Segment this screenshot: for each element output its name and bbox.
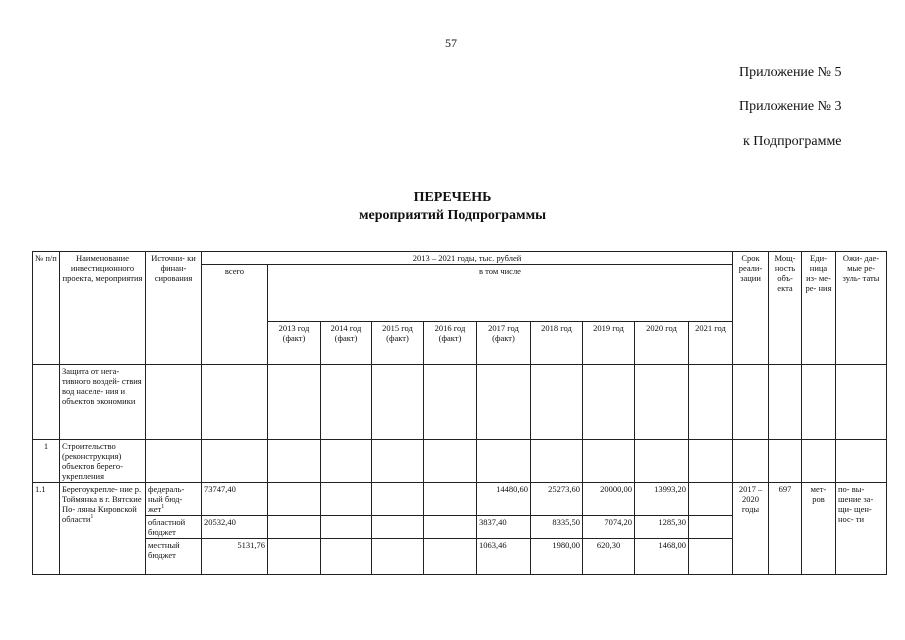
item-row-federal (33, 483, 887, 516)
group-name: Строительство (реконструкция) объектов берего- укрепления (60, 440, 146, 483)
local-total: 5131,76 (202, 539, 268, 575)
appendix-line-2: Приложение № 3 (739, 99, 842, 114)
regional-2020: 1285,30 (635, 516, 689, 539)
appendix-line-3: к Подпрограмме (743, 134, 842, 149)
header-name: Наименование инвестиционного проекта, мероприятия (60, 252, 146, 365)
source-federal-footnote: 1 (161, 504, 165, 511)
header-unit: Еди- ница из- ме- ре- ния (802, 252, 836, 365)
regional-2019: 7074,20 (583, 516, 635, 539)
header-year-2020: 2020 год (635, 322, 689, 365)
source-federal: федераль- ный бюд- жет$^1$ (146, 483, 202, 516)
source-regional: областной бюджет (146, 516, 202, 539)
item-expected: по- вы- шение за- щи- щен- нос- ти (836, 483, 887, 575)
item-name: Берегоукрепле- ние р. Тоймянка в г. Вятские По- ляны Кировской области$^1$ (60, 483, 146, 575)
item-capacity: 697 (769, 483, 802, 575)
header-year-2014: 2014 год (факт) (321, 322, 372, 365)
item-name-footnote: 1 (90, 514, 94, 521)
header-year-2017: 2017 год (факт) (477, 322, 531, 365)
federal-2019: 20000,00 (583, 483, 635, 516)
local-2017: 1063,46 (477, 539, 531, 575)
regional-2018: 8335,50 (531, 516, 583, 539)
header-year-2013: 2013 год (факт) (268, 322, 321, 365)
local-2019: 620,30 (583, 539, 635, 575)
section-row (33, 365, 887, 440)
federal-2017: 14480,60 (477, 483, 531, 516)
section-name: Защита от нега- тивного воздей- ствия вод населе- ния и объектов экономики (60, 365, 146, 440)
header-period-group: 2013 – 2021 годы, тыс. рублей (202, 252, 733, 265)
header-capacity: Мощ- ность объ- екта (769, 252, 802, 365)
federal-total: 73747,40 (202, 483, 268, 516)
header-year-2021: 2021 год (689, 322, 733, 365)
measures-table (32, 251, 887, 575)
header-expected: Ожи- дае- мые ре- зуль- таты (836, 252, 887, 365)
federal-2018: 25273,60 (531, 483, 583, 516)
header-year-2019: 2019 год (583, 322, 635, 365)
appendix-line-1: Приложение № 5 (739, 65, 842, 80)
page-number: 57 (445, 36, 457, 50)
header-row-1 (33, 252, 887, 265)
item-term: 2017 – 2020 годы (733, 483, 769, 575)
group-row (33, 440, 887, 483)
source-local: местный бюджет (146, 539, 202, 575)
header-year-2018: 2018 год (531, 322, 583, 365)
item-num: 1.1 (33, 483, 60, 575)
header-year-2016: 2016 год (факт) (424, 322, 477, 365)
group-num: 1 (33, 440, 60, 483)
local-2020: 1468,00 (635, 539, 689, 575)
document-title: ПЕРЕЧЕНЬ (413, 190, 492, 205)
item-unit: мет- ров (802, 483, 836, 575)
header-source: Источни- ки финан- сирования (146, 252, 202, 365)
header-total: всего (202, 265, 268, 365)
document-subtitle: мероприятий Подпрограммы (358, 208, 547, 223)
header-year-2015: 2015 год (факт) (372, 322, 424, 365)
header-term: Срок реали- зации (733, 252, 769, 365)
regional-total: 20532,40 (202, 516, 268, 539)
header-including: в том числе (268, 265, 733, 322)
header-num: № п/п (33, 252, 60, 365)
federal-2020: 13993,20 (635, 483, 689, 516)
local-2018: 1980,00 (531, 539, 583, 575)
regional-2017: 3837,40 (477, 516, 531, 539)
